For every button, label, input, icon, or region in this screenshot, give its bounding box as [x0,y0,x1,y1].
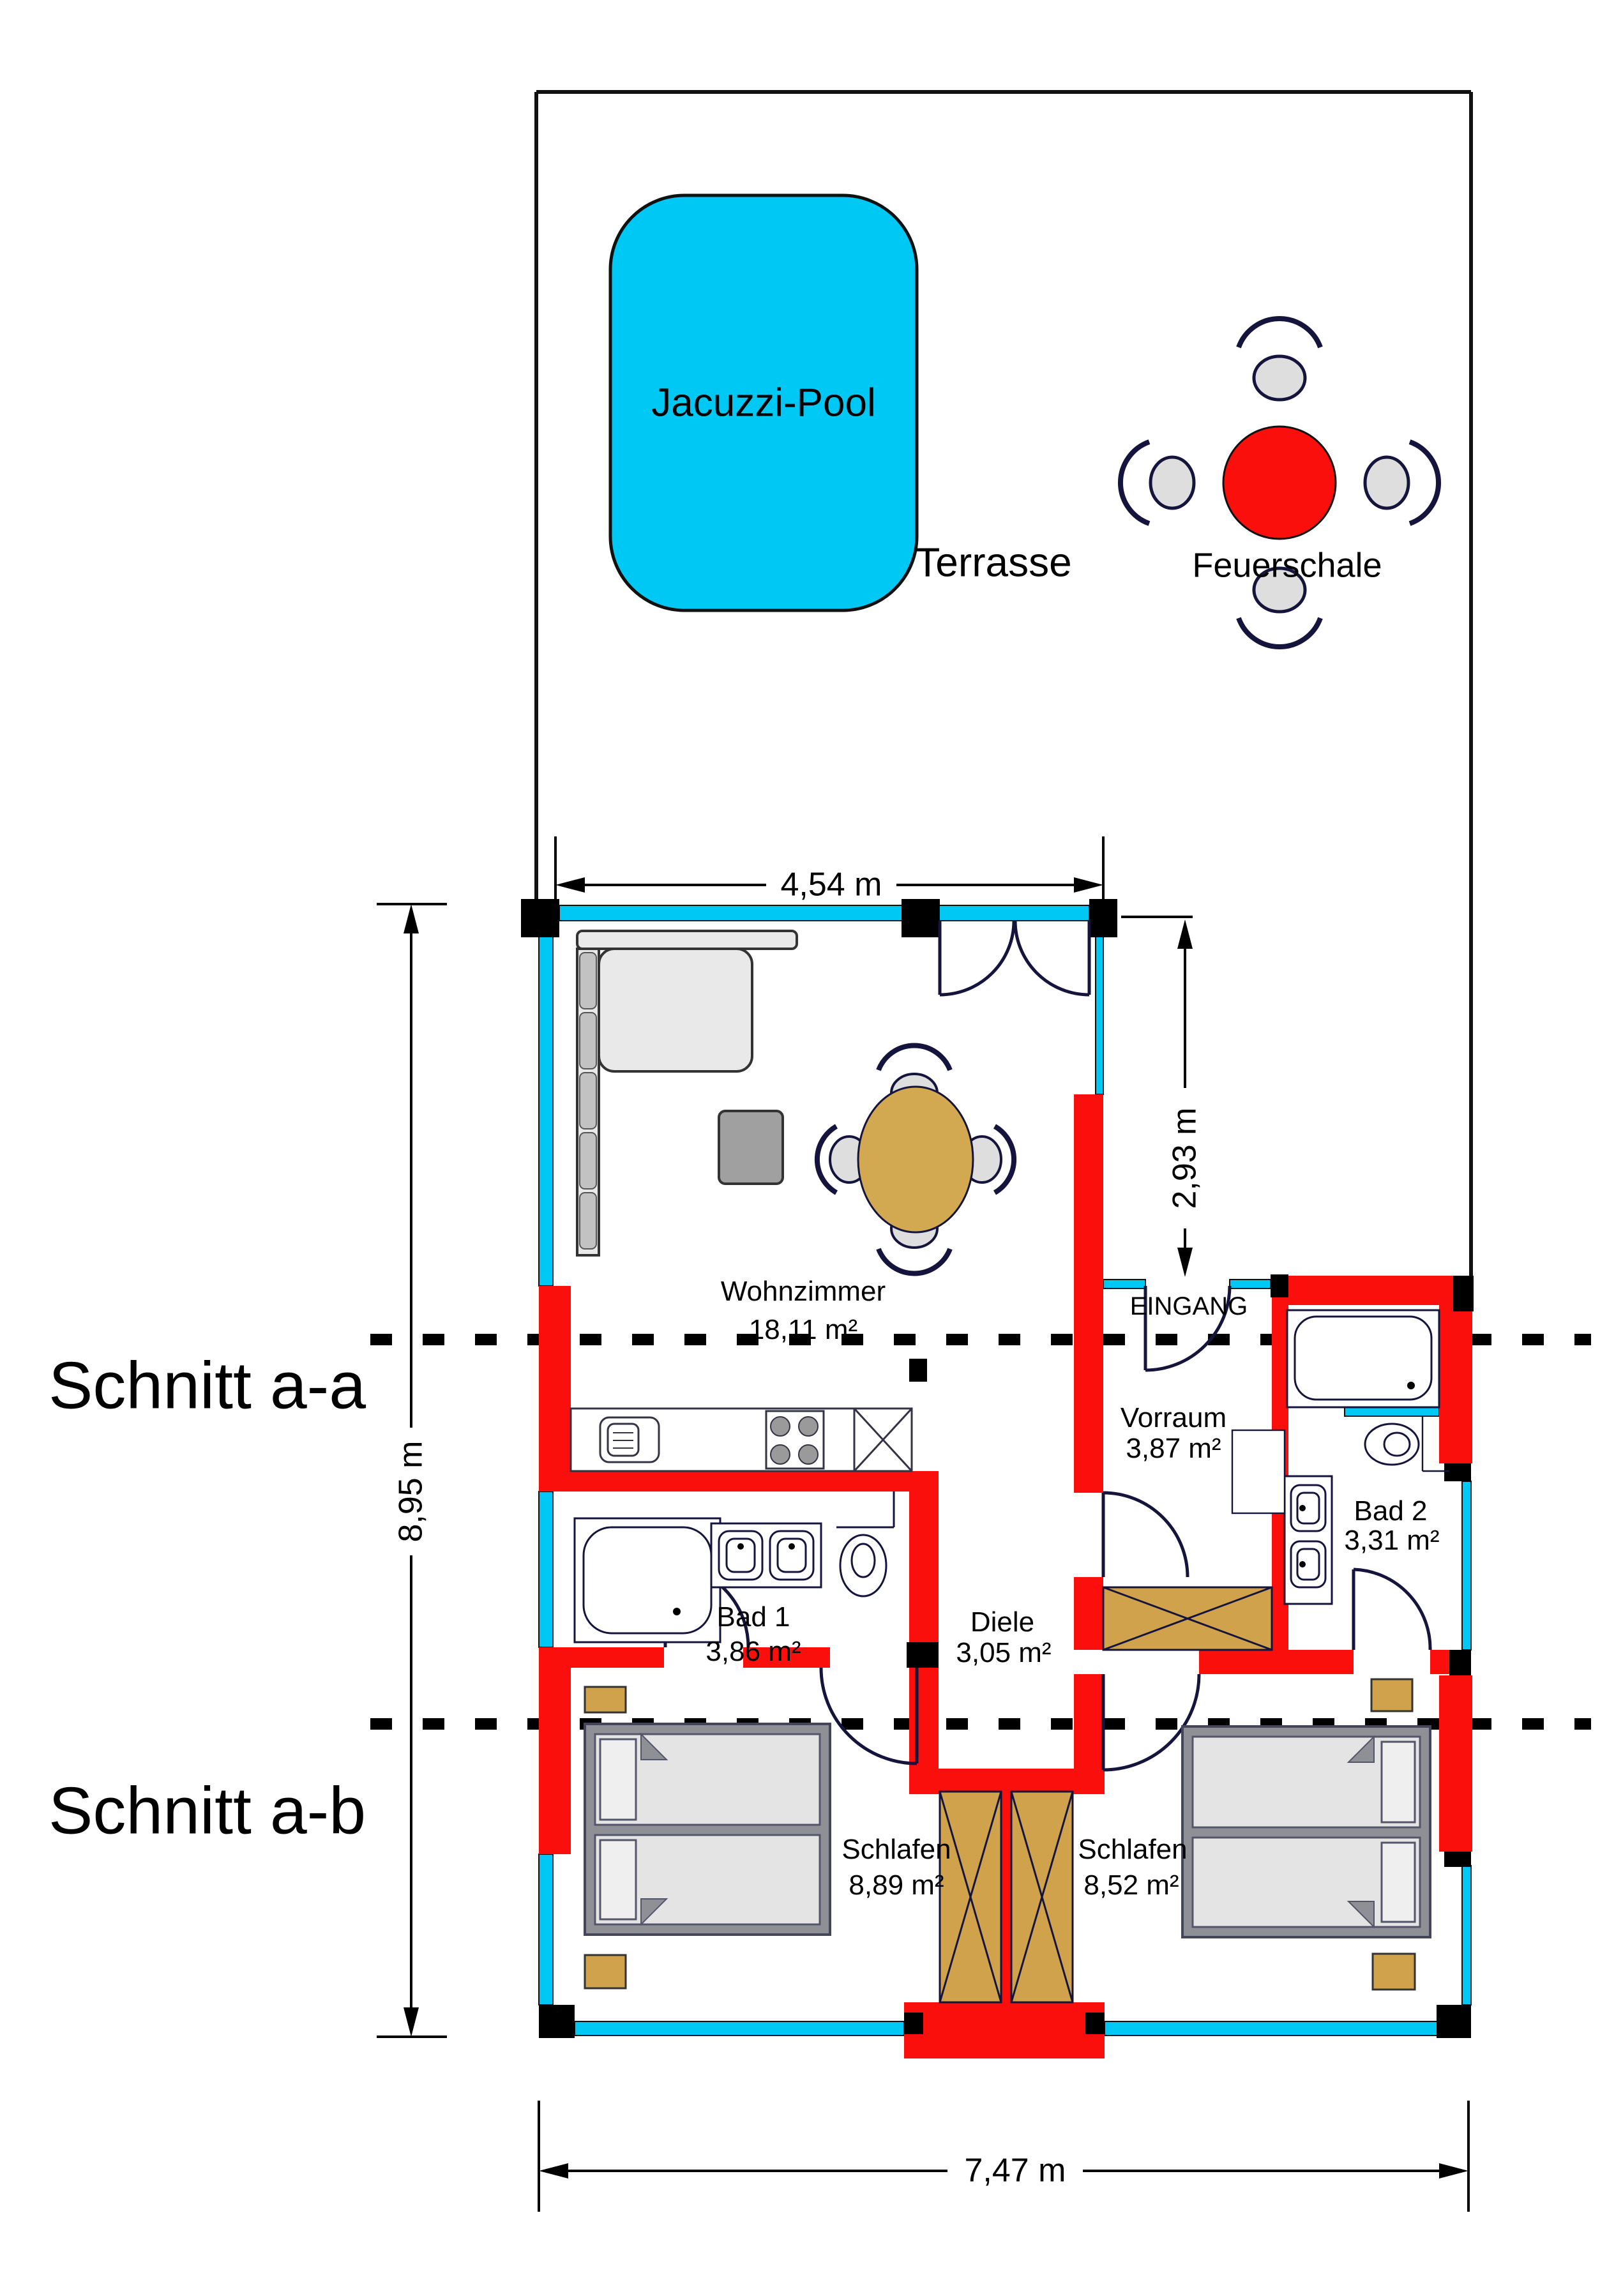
room-area-wohnzimmer: 18,11 m² [748,1313,858,1345]
wall-diele-left [909,1492,939,1642]
bad2-fixtures [1232,1310,1449,1604]
wall-bad2-bottom-a [1199,1650,1354,1674]
bedroom-left-furniture [585,1687,830,1988]
post-livingroom [909,1359,927,1382]
post-topleft [521,899,559,937]
room-label-wohnzimmer: Wohnzimmer [720,1274,886,1307]
room-label-bad2: Bad 2 [1354,1494,1428,1527]
wall-wardrobe-divider [1001,1792,1011,2002]
wall-diele-left-stub [909,1668,939,1769]
chair-arc [1121,442,1149,524]
room-label-vorraum: Vorraum [1120,1401,1227,1433]
door-bedroom-left [821,1668,917,1764]
window-top-wall [559,905,1089,921]
nightstand [1371,1679,1412,1711]
door-bad2 [1354,1569,1430,1650]
room-area-schlafen-rechts: 8,52 m² [1083,1868,1179,1901]
post-bottomwall-a [904,2013,923,2034]
nightstand [1373,1954,1415,1990]
firebowl-chair-left [1151,457,1194,508]
dim-label-right: 2,93 m [1168,1101,1203,1216]
wall-bad2-bottom-b [1430,1650,1449,1674]
chair-arc [1410,442,1438,524]
post-entrance [1271,1274,1288,1297]
window-right-livingroom [1096,922,1103,1094]
toilet-bad1 [836,1492,894,1596]
window-bottom-right [1105,2021,1439,2035]
firebowl [1223,427,1336,539]
window-left-bad1 [539,1492,553,1647]
dining-table [858,1087,973,1232]
bedroom-right-furniture [1182,1679,1430,1990]
kitchen-counter [571,1409,912,1471]
post-bottomright [1437,2005,1471,2038]
firebowl-group [1121,319,1438,647]
toilet-bad2 [1365,1416,1449,1471]
kitchen-sink [600,1417,659,1462]
sofa [577,931,797,1255]
wall-right-upper [1439,1305,1472,1463]
post-right-wall-a [1444,1463,1471,1481]
wardrobe-bedroom-left [940,1792,1001,2002]
room-label-diele: Diele [970,1605,1035,1638]
wall-left-upper [539,1286,571,1471]
kitchen-stove [766,1411,824,1469]
post-right-wall-b [1449,1650,1471,1675]
double-sink-bad1 [711,1523,821,1587]
dim-label-top: 4,54 m [774,868,889,903]
window-bottom-left [575,2021,904,2035]
window-left-bedroom [539,1854,553,2005]
jacuzzi-label: Jacuzzi-Pool [651,380,876,425]
wall-livingroom-right [1074,1094,1103,1493]
chair-arc [1239,319,1320,347]
nightstand [585,1687,626,1712]
double-sink-bad2 [1285,1476,1332,1604]
entrance-wall-left [1103,1280,1145,1288]
double-bed-right [1182,1726,1430,1937]
room-area-diele: 3,05 m² [956,1636,1052,1668]
wall-kitchen-bottom [539,1471,939,1492]
door-vorraum [1103,1493,1188,1577]
post-topmiddle [902,899,940,937]
dim-right [1121,917,1193,1277]
window-left-livingroom [539,921,553,1286]
section-label-aa: Schnitt a-a [49,1349,366,1424]
room-area-bad1: 3,86 m² [706,1635,801,1667]
post-bad2-corner [1453,1276,1474,1311]
wall-bottom-center-block [904,2002,1105,2058]
post-bottomwall-b [1085,2013,1105,2034]
room-area-vorraum: 3,87 m² [1126,1431,1221,1464]
dining-set [817,1046,1014,1274]
firebowl-chair-top [1254,356,1305,400]
room-area-schlafen-links: 8,89 m² [849,1868,944,1901]
vorraum-niche [1232,1430,1285,1513]
wall-left-lower [539,1668,571,1854]
wall-diele-bottom [909,1769,1105,1794]
window-bad2 [1462,1481,1471,1650]
terrasse-label: Terrasse [915,539,1072,585]
wall-right-lower [1439,1675,1472,1852]
post-bottomleft [539,2005,575,2038]
bathtub-bad2 [1287,1310,1439,1407]
dim-label-left: 8,95 m [394,1435,429,1549]
post-right-wall-c [1444,1852,1471,1867]
entrance-wall-right [1230,1280,1271,1288]
bathtub-bad1 [575,1518,720,1642]
room-label-schlafen-links: Schlafen [842,1832,951,1865]
double-bed-left [585,1724,830,1935]
french-door-livingroom [940,921,1089,995]
section-label-ab: Schnitt a-b [49,1774,366,1849]
post-diele [907,1642,939,1668]
chair-arc [1239,618,1320,647]
wall-bad1-bottom-a [539,1647,664,1668]
room-label-schlafen-rechts: Schlafen [1078,1832,1188,1865]
side-table [719,1111,783,1184]
wall-diele-right-stub [1074,1674,1105,1769]
wall-bad2-top [1288,1276,1456,1305]
eingang-label: EINGANG [1129,1293,1248,1321]
nightstand [585,1955,626,1988]
kitchen-cabinet [854,1409,912,1471]
window-right-bedroom [1462,1866,1471,2005]
feuerschale-label: Feuerschale [1192,546,1382,585]
firebowl-chair-right [1365,457,1408,508]
wall-vorraum-left-lower [1074,1577,1103,1650]
wardrobe-bedroom-right [1011,1792,1073,2002]
wardrobe-vorraum [1103,1587,1272,1650]
room-label-bad1: Bad 1 [716,1600,790,1633]
room-area-bad2: 3,31 m² [1344,1523,1440,1556]
dim-label-bottom: 7,47 m [958,2154,1073,2189]
